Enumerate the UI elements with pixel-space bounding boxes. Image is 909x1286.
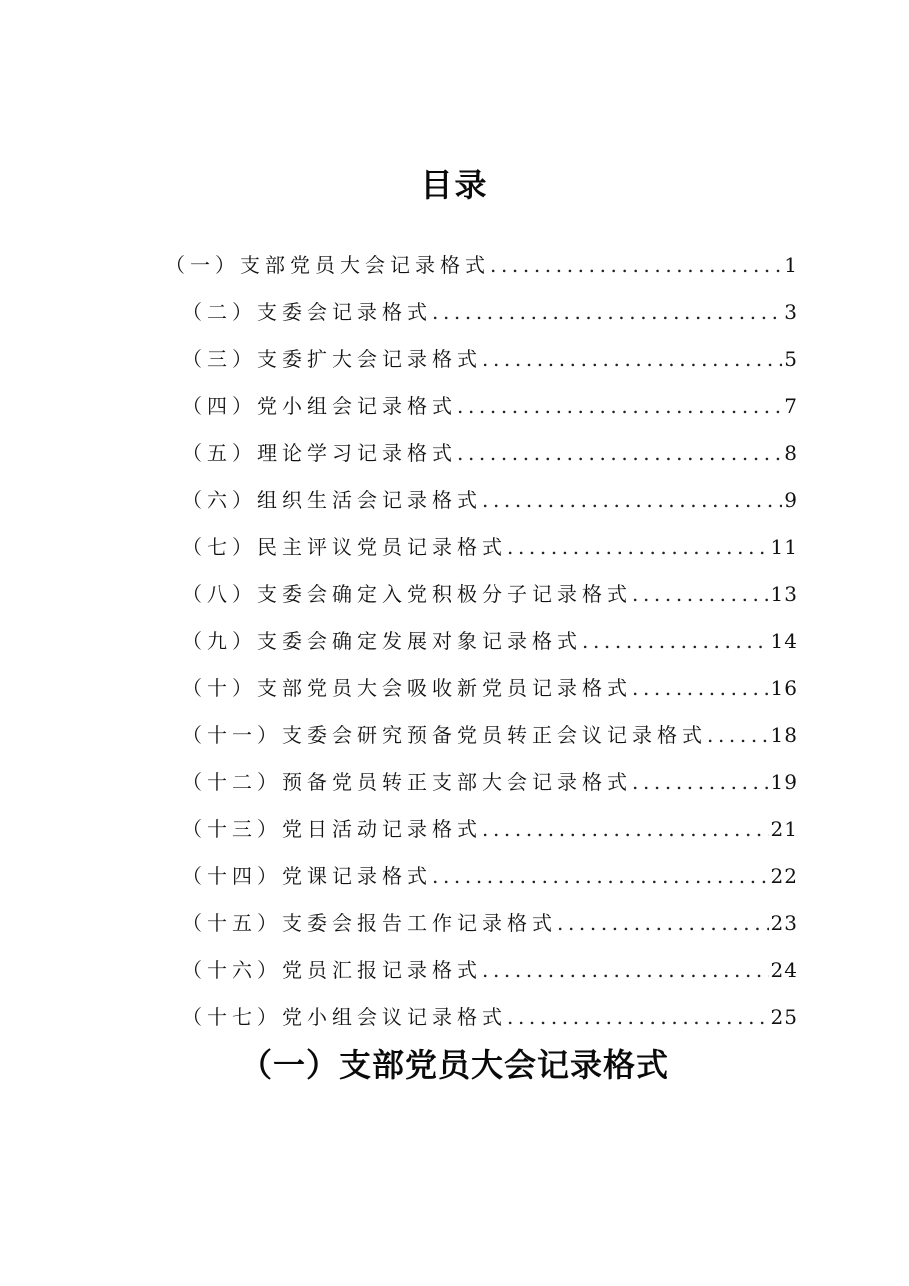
toc-entry[interactable] (0, 619, 798, 666)
toc-dot-leader (432, 854, 769, 898)
toc-dot-leader (482, 337, 782, 381)
toc-entry-label: （十三）党日活动记录格式 (182, 817, 482, 841)
toc-entry-label: （一）支部党员大会记录格式 (165, 253, 490, 277)
toc-entry-page: 18 (770, 723, 798, 747)
toc-entry-page: 19 (770, 770, 798, 794)
toc-dot-leader (632, 572, 769, 616)
toc-entry-label: （五）理论学习记录格式 (182, 441, 457, 465)
toc-entry[interactable] (0, 290, 798, 337)
toc-entry-label: （六）组织生活会记录格式 (182, 488, 482, 512)
toc-entry-page: 22 (770, 864, 798, 888)
toc-entry-page: 24 (770, 958, 798, 982)
toc-dot-leader (432, 290, 782, 334)
toc-entry-label: （十四）党课记录格式 (182, 864, 432, 888)
toc-entry-page: 25 (770, 1005, 798, 1029)
toc-entry-page: 7 (784, 394, 798, 418)
section-heading: （一）支部党员大会记录格式 (239, 1046, 669, 1084)
toc-entry-label: （九）支委会确定发展对象记录格式 (182, 629, 582, 653)
toc-dot-leader (490, 243, 782, 287)
toc-entry-label: （四）党小组会记录格式 (182, 394, 457, 418)
toc-entry[interactable] (0, 384, 798, 431)
toc-entry[interactable] (0, 713, 798, 760)
toc-entry-page: 8 (784, 441, 798, 465)
toc-entry[interactable] (0, 243, 798, 290)
toc-entry-label: （八）支委会确定入党积极分子记录格式 (182, 582, 632, 606)
toc-entry-page: 9 (784, 488, 798, 512)
toc-entry[interactable] (0, 948, 798, 995)
toc-entry[interactable] (0, 431, 798, 478)
toc-entry-label: （三）支委扩大会记录格式 (182, 347, 482, 371)
toc-dot-leader (632, 760, 769, 804)
toc-dot-leader (457, 384, 782, 428)
toc-entry-page: 5 (784, 347, 798, 371)
toc-list (0, 243, 909, 1042)
toc-dot-leader (707, 713, 769, 757)
toc-dot-leader (482, 948, 769, 992)
toc-entry-label: （二）支委会记录格式 (182, 300, 432, 324)
toc-entry[interactable] (0, 854, 798, 901)
toc-entry[interactable] (0, 807, 798, 854)
toc-dot-leader (482, 807, 769, 851)
toc-entry-label: （十一）支委会研究预备党员转正会议记录格式 (182, 723, 707, 747)
toc-entry[interactable] (0, 337, 798, 384)
toc-entry[interactable] (0, 901, 798, 948)
toc-entry[interactable] (0, 995, 798, 1042)
toc-entry-page: 21 (770, 817, 798, 841)
toc-dot-leader (482, 478, 782, 522)
toc-entry[interactable] (0, 525, 798, 572)
toc-entry[interactable] (0, 760, 798, 807)
toc-dot-leader (507, 995, 769, 1039)
toc-entry-page: 14 (770, 629, 798, 653)
toc-entry-page: 11 (770, 535, 798, 559)
toc-entry-label: （七）民主评议党员记录格式 (182, 535, 507, 559)
toc-entry-label: （十五）支委会报告工作记录格式 (182, 911, 557, 935)
toc-dot-leader (632, 666, 769, 710)
toc-entry-page: 16 (770, 676, 798, 700)
toc-entry-page: 3 (784, 300, 798, 324)
toc-entry-label: （十）支部党员大会吸收新党员记录格式 (182, 676, 632, 700)
toc-entry[interactable] (0, 666, 798, 713)
toc-entry-page: 23 (770, 911, 798, 935)
toc-entry-label: （十七）党小组会议记录格式 (182, 1005, 507, 1029)
toc-title: 目录 (420, 166, 489, 204)
toc-dot-leader (457, 431, 782, 475)
toc-dot-leader (557, 901, 769, 945)
toc-dot-leader (582, 619, 769, 663)
toc-dot-leader (507, 525, 769, 569)
toc-entry-label: （十六）党员汇报记录格式 (182, 958, 482, 982)
toc-entry-label: （十二）预备党员转正支部大会记录格式 (182, 770, 632, 794)
toc-entry[interactable] (0, 478, 798, 525)
toc-entry-page: 1 (784, 253, 798, 277)
toc-entry[interactable] (0, 572, 798, 619)
toc-entry-page: 13 (770, 582, 798, 606)
